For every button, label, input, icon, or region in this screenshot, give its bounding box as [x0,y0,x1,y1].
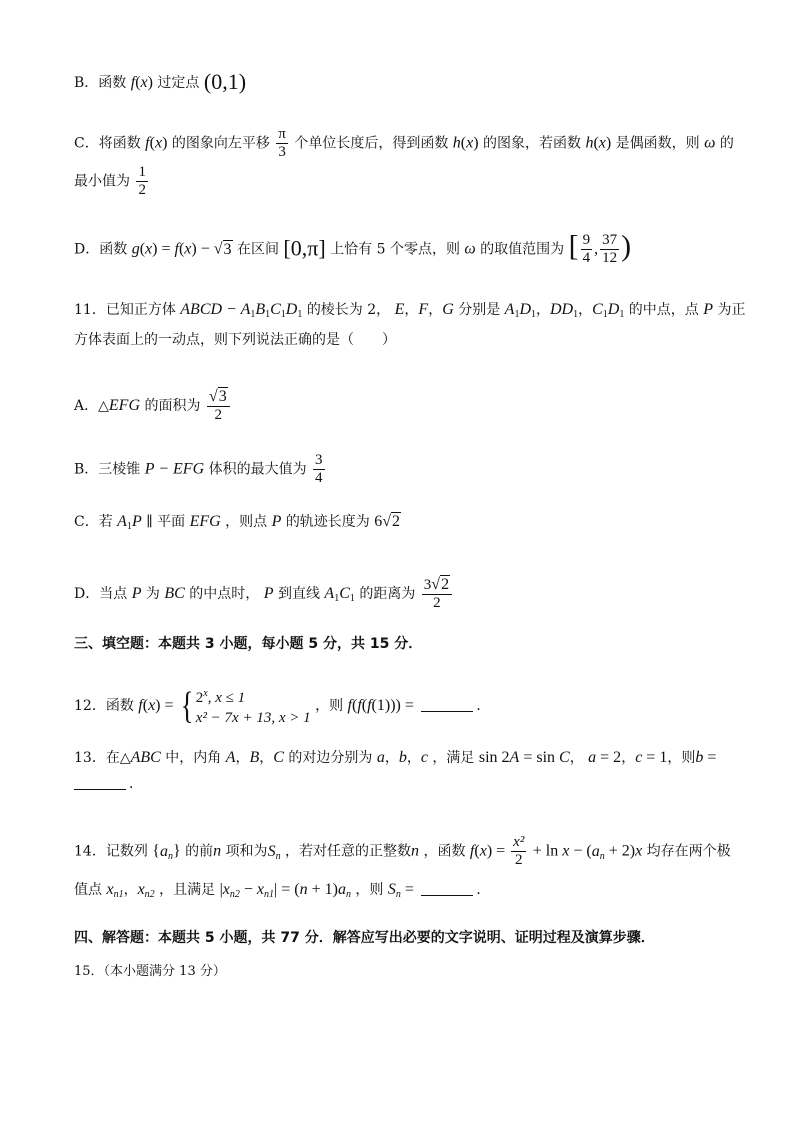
q11-option-d: D．当点 P 为 BC 的中点时， P 到直线 $A_1C_1$ 的距离为 $\frac{3√2}{2}$ [74,576,734,612]
q10-option-d: D．函数 g(x) = f(x) − √3 在区间 [0,π] 上恰有 5 个零点，则 ω 的取值范围为 [ $\frac{9}{4}$ , $\frac{37}{12}$ ) [74,229,632,266]
q11-option-b: B．三棱锥 P − EFG 体积的最大值为 $\frac{3}{4}$ [74,452,323,486]
q11-stem-line2: 方体表面上的一动点，则下列说法正确的是（ ） [74,332,396,348]
q13: 13．在△ABC 中，内角 A，B，C 的对边分别为 a，b，c ，满足 sin 2A = sin C， a = 2，c = 1，则b = [74,749,717,766]
section-3-heading: 三、填空题：本题共 3 小题，每小题 5 分，共 15 分． [74,636,423,652]
q15-label: 15．（本小题满分 13 分） [74,964,226,979]
q11-option-a: A．△EFG 的面积为 $\frac{√3}{2}$ [74,388,734,424]
q11-stem: 11．已知正方体 ABCD − $A_1B_1C_1D_1$ 的棱长为 2， E，F，G 分别是 $A_1D_1$，$DD_1$，$C_1D_1$ 的中点，点 P 为正 [74,301,746,320]
q10-option-c-line2: 最小值为 $\frac{1}{2}$ [74,164,146,198]
answer-blank-14[interactable] [421,881,473,896]
q14-line2: 值点 $x_{n1}$，$x_{n2}$ ，且满足 $|x_{n2} - x_{n1}| = (n + 1)a_n$ ，则 $S_n$ = ． [74,881,491,900]
answer-blank-12[interactable] [421,697,473,712]
piecewise: { 2$^x$, x ≤ 1 x² − 7x + 13, x > 1 [180,685,311,727]
section-4-heading: 四、解答题：本题共 5 小题，共 77 分．解答应写出必要的文字说明、证明过程及演算步骤． [74,930,655,946]
q10-option-b: B．函数 f(x) 过定点 (0,1) [74,69,247,94]
q10-option-c: C．将函数 f(x) 的图象向左平移 $\frac{\pi}{3}$ 个单位长度后，得到函数 h(x) 的图象，若函数 h(x) 是偶函数，则 ω 的 [74,126,734,160]
q13-line2: ． [74,774,734,794]
point: (0,1) [203,69,247,94]
q14: 14．记数列 $\{a_n\}$ 的前n 项和为$S_n$ ，若对任意的正整数n ，函数 f(x) = $\frac{\text{x²}}{2}$ + $\ln x - (a_n + 2)x$ 均存在两个极 [74,834,731,868]
fraction-half: $\frac{1}{2}$ [138,164,146,198]
answer-blank-13[interactable] [74,775,126,790]
q12: 12．函数 f(x) = { 2$^x$, x ≤ 1 x² − 7x + 13, x > 1 ，则 f(f(f(1))) = ． [74,685,491,727]
q11-option-c: C．若 $A_1P$ ∥ 平面 EFG ，则点 P 的轨迹长度为 6√2 [74,513,401,532]
fraction-pi-3: $\frac{\pi}{3}$ [278,126,286,160]
